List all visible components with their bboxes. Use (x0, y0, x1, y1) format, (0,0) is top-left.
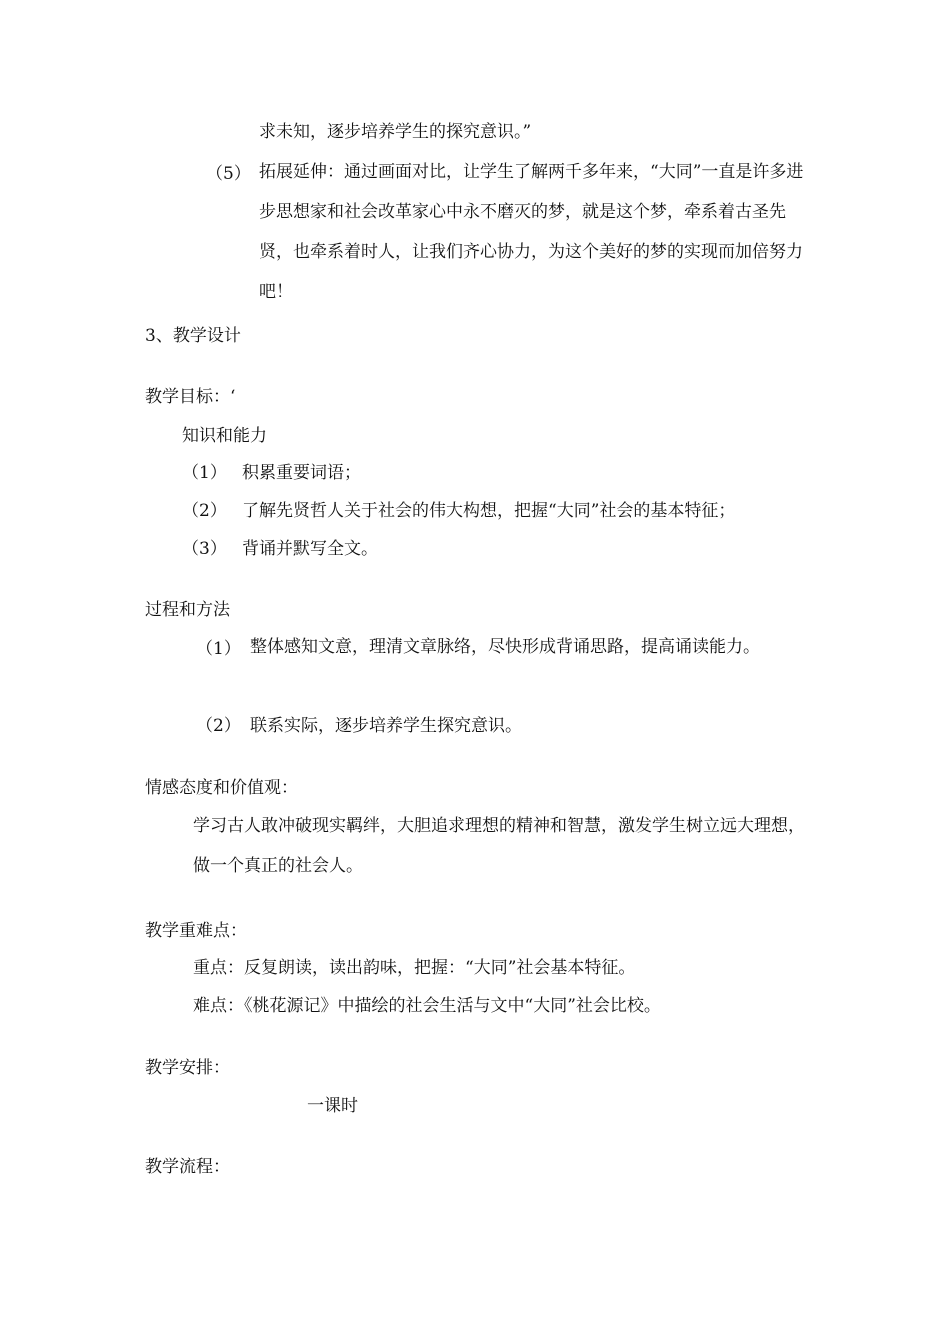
knowledge-item-3-number: （3） (182, 539, 227, 559)
process-item-1-text: 整体感知文意，理清文章脉络，尽快形成背诵思路，提高诵读能力。 (250, 637, 760, 657)
key-point-text: 重点：反复朗读，读出韵味，把握：“大同”社会基本特征。 (193, 958, 636, 978)
emotion-heading: 情感态度和价值观： (145, 778, 298, 798)
item-5-number: （5） (206, 164, 251, 184)
continuation-line: 求未知，逐步培养学生的探究意识。” (259, 122, 532, 142)
arrangement-heading: 教学安排： (145, 1058, 230, 1078)
knowledge-item-1-number: （1） (182, 463, 227, 483)
process-heading: 过程和方法 (145, 600, 230, 620)
process-item-1-number: （1） (196, 639, 241, 659)
difficulty-text: 难点：《桃花源记》中描绘的社会生活与文中“大同”社会比校。 (193, 996, 661, 1016)
process-item-2-text: 联系实际，逐步培养学生探究意识。 (250, 716, 522, 736)
knowledge-item-3-text: 背诵并默写全文。 (242, 539, 378, 559)
item-5-text: 拓展延伸：通过画面对比，让学生了解两千多年来，“大同”一直是许多进步思想家和社会改革家心中永不磨灭的梦，就是这个梦，牵系着古圣先贤，也牵系着时人，让我们齐心协力，为这个美好的梦的实现而加倍努力吧！ (259, 162, 804, 302)
process-item-2-number: （2） (196, 716, 241, 736)
objectives-heading: 教学目标：‘ (145, 387, 236, 407)
knowledge-heading: 知识和能力 (182, 426, 267, 446)
key-points-heading: 教学重难点： (145, 921, 247, 941)
flow-heading: 教学流程： (145, 1157, 230, 1177)
knowledge-item-1-text: 积累重要词语； (242, 463, 361, 483)
section-3-heading: 3、教学设计 (145, 326, 241, 346)
emotion-text: 学习古人敢冲破现实羁绊，大胆追求理想的精神和智慧，激发学生树立远大理想，做一个真正的社会人。 (193, 816, 805, 876)
knowledge-item-2-text: 了解先贤哲人关于社会的伟大构想，把握“大同”社会的基本特征； (242, 501, 736, 521)
arrangement-value: 一课时 (307, 1096, 358, 1116)
knowledge-item-2-number: （2） (182, 501, 227, 521)
